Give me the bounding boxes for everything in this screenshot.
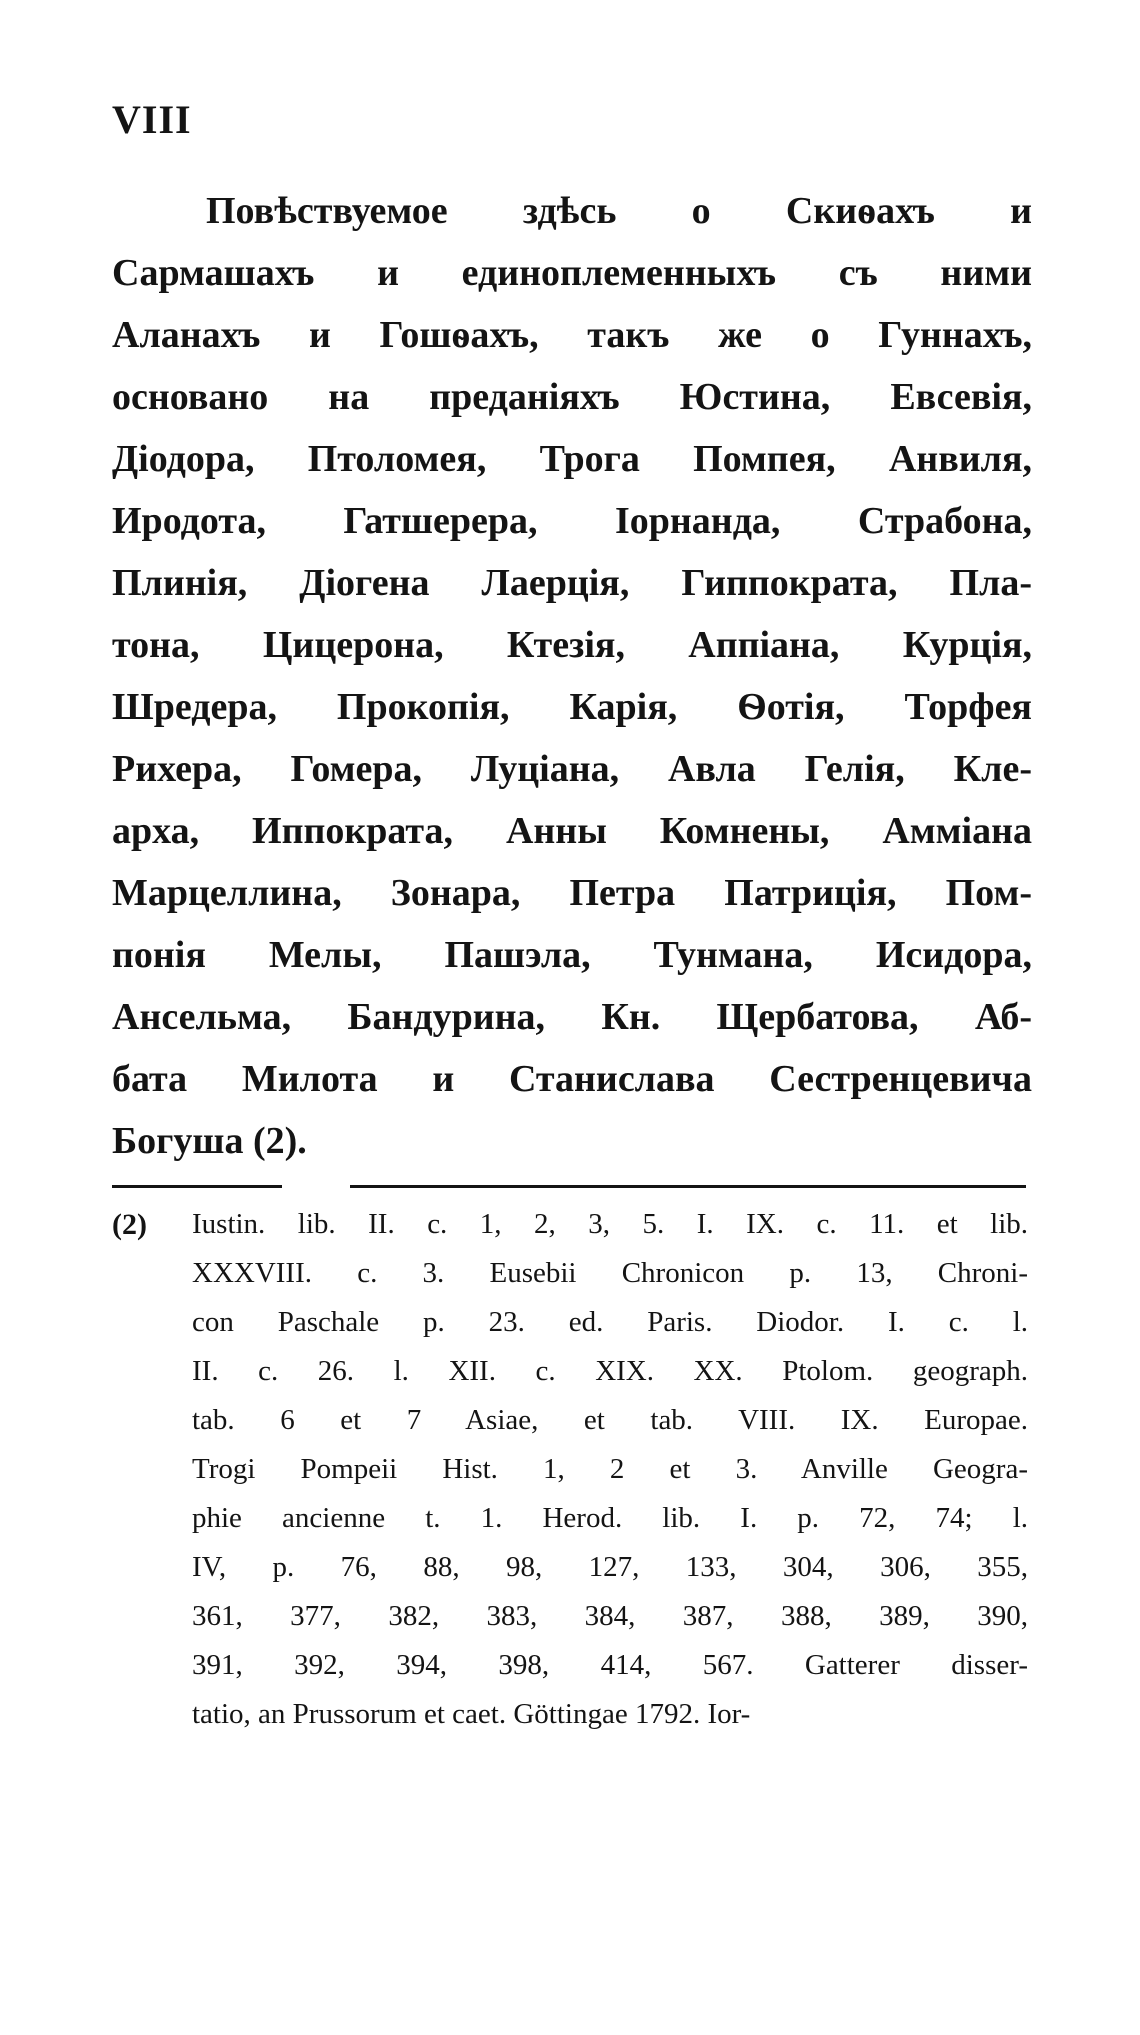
- footnote: [112, 1200, 1028, 1739]
- text-line: основано на преданіяхъ Юстина, Евсевія,: [112, 376, 1032, 418]
- text-line: Иродота, Гатшерера, Iорнанда, Страбона,: [112, 500, 1032, 542]
- text-line: Діодора, Птоломея, Трога Помпея, Анвиля,: [112, 438, 1032, 480]
- text-line: понія Мелы, Пашэла, Тунмана, Исидора,: [112, 934, 1032, 976]
- footnote-line: phie ancienne t. 1. Herod. lib. I. p. 72, 74; l.: [192, 1502, 1028, 1534]
- text-line: Ансельма, Бандурина, Кн. Щербатова, Аб-: [112, 996, 1032, 1038]
- footnote-line: Trogi Pompeii Hist. 1, 2 et 3. Anville Geogra-: [192, 1453, 1028, 1485]
- text-line: арха, Иппократа, Анны Комнены, Аммiана: [112, 810, 1032, 852]
- footnote-line: con Paschale p. 23. ed. Paris. Diodor. I. c. l.: [192, 1306, 1028, 1338]
- text-line: Сармашахъ и единоплеменныхъ съ ними: [112, 252, 1032, 294]
- footnote-line: XXXVIII. c. 3. Eusebii Chronicon p. 13, Chroni-: [192, 1257, 1028, 1289]
- text-line: тона, Цицерона, Ктезія, Аппіана, Курція,: [112, 624, 1032, 666]
- footnote-marker: (2): [112, 1208, 147, 1241]
- footnote-divider: [350, 1185, 1026, 1188]
- main-text: [112, 180, 1032, 1172]
- footnote-line: 391, 392, 394, 398, 414, 567. Gatterer disser-: [192, 1649, 1028, 1681]
- text-line: Рихера, Гомера, Луціана, Авла Гелія, Кле-: [112, 748, 1032, 790]
- footnote-line: II. c. 26. l. XII. c. XIX. XX. Ptolom. geograph.: [192, 1355, 1028, 1387]
- text-line: Богуша (2).: [112, 1120, 307, 1162]
- text-line: Плинія, Діогена Лаерція, Гиппократа, Пла-: [112, 562, 1032, 604]
- page-number: VIII: [112, 97, 192, 142]
- text-line: Марцеллина, Зонара, Петра Патриція, Пом-: [112, 872, 1032, 914]
- footnote-line: Iustin. lib. II. c. 1, 2, 3, 5. I. IX. c. 11. et lib.: [192, 1208, 1028, 1240]
- text-line: бата Милота и Станислава Сестренцевича: [112, 1058, 1032, 1100]
- text-line: Повѣствуемое здѣсь о Скиѳахъ и: [206, 190, 1032, 232]
- text-line: Аланахъ и Гошѳахъ, такъ же о Гуннахъ,: [112, 314, 1032, 356]
- footnote-divider: [112, 1185, 282, 1188]
- footnote-line: tab. 6 et 7 Asiae, et tab. VIII. IX. Europae.: [192, 1404, 1028, 1436]
- footnote-line: IV, p. 76, 88, 98, 127, 133, 304, 306, 355,: [192, 1551, 1028, 1583]
- text-line: Шредера, Прокопія, Карія, Ѳотія, Торфея: [112, 686, 1032, 728]
- footnote-body: [192, 1200, 1028, 1739]
- footnote-line: 361, 377, 382, 383, 384, 387, 388, 389, 390,: [192, 1600, 1028, 1632]
- footnote-line: tatio, an Prussorum et caet. Göttingae 1792. Ior-: [192, 1698, 751, 1730]
